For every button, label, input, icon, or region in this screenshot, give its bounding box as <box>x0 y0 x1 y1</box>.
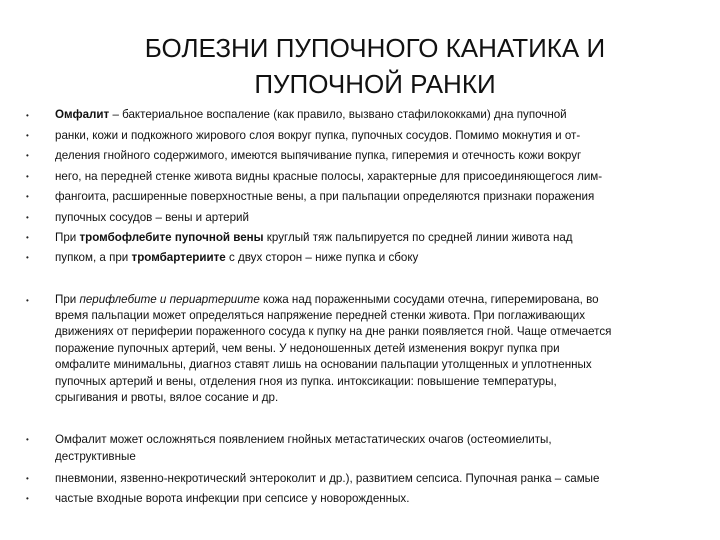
bullet: • <box>26 233 29 242</box>
bullet: • <box>26 296 29 305</box>
title-line-2: ПУПОЧНОЙ РАНКИ <box>254 69 496 99</box>
bullet: • <box>26 131 29 140</box>
paragraph-line: движениях от периферии пораженного сосуда к пупку на дне ранки появляется гной. Чаще отмечается <box>55 325 612 338</box>
paragraph-line: омфалите минимальны, диагноз ставят лишь на основании пальпации утолщенных и уплотненных <box>55 358 592 371</box>
paragraph-line: деструктивные <box>55 450 136 463</box>
paragraph-line: него, на передней стенке живота видны красные полосы, характерные для присоединяющегося лим- <box>55 170 603 183</box>
bullet: • <box>26 151 29 160</box>
bullet: • <box>26 213 29 222</box>
paragraph-line <box>55 293 599 307</box>
paragraph-line: фангоита, расширенные поверхностные вены, а при пальпации определяются признаки поражения <box>55 190 595 203</box>
term-thromboarteritis: тромбартериите <box>131 251 226 264</box>
bullet: • <box>26 253 29 262</box>
paragraph-line: срыгивания и рвоты, вялое сосание и др. <box>55 391 279 404</box>
paragraph-line: пупочных артерий и вены, отделения гноя из пупка. интоксикации: повышение температуры, <box>55 375 557 388</box>
paragraph-line <box>55 251 418 265</box>
paragraph-line <box>55 231 573 245</box>
bullet: • <box>26 435 29 444</box>
paragraph-line <box>55 108 567 122</box>
text-span: с двух сторон – ниже пупка и сбоку <box>225 251 419 264</box>
slide-title <box>90 30 660 102</box>
bullet: • <box>26 111 29 120</box>
paragraph-line: деления гнойного содержимого, имеются выпячивание пупка, гиперемия и отечность кожи вокруг <box>55 149 582 162</box>
paragraph-line: частые входные ворота инфекции при сепсисе у новорожденных. <box>55 492 410 505</box>
title-line-1: БОЛЕЗНИ ПУПОЧНОГО КАНАТИКА И <box>144 33 606 63</box>
paragraph-line: ранки, кожи и подкожного жирового слоя вокруг пупка, пупочных сосудов. Помимо мокнутия и от- <box>55 129 581 142</box>
text-span: пупком, а при <box>55 251 132 264</box>
text-span: круглый тяж пальпируется по средней линии живота над <box>263 231 573 244</box>
term-omphalitis: Омфалит <box>55 108 110 121</box>
text-span: кожа над пораженными сосудами отечна, гиперемирована, во <box>259 293 599 306</box>
text-span: При <box>55 231 80 244</box>
bullet: • <box>26 192 29 201</box>
paragraph-line: пневмонии, язвенно-некротический энтероколит и др.), развитием сепсиса. Пупочная ранка – самые <box>55 472 600 485</box>
text-span: При <box>55 293 80 306</box>
term-thrombophlebitis: тромбофлебите пупочной вены <box>79 231 264 244</box>
bullet: • <box>26 172 29 181</box>
bullet: • <box>26 474 29 483</box>
paragraph-line: время пальпации может определяться напряжение передней стенки живота. При поглаживающих <box>55 309 585 322</box>
paragraph-line: пупочных сосудов – вены и артерий <box>55 211 249 224</box>
paragraph-line: поражение пупочных артерий, чем вены. У недоношенных детей изменения вокруг пупка при <box>55 342 560 355</box>
text-span: – бактериальное воспаление (как правило, вызвано стафилококками) дна пупочной <box>109 108 567 121</box>
paragraph-line: Омфалит может осложняться появлением гнойных метастатических очагов (остеомиелиты, <box>55 433 552 446</box>
bullet: • <box>26 494 29 503</box>
term-periphlebitis: перифлебите и периартериите <box>79 293 260 306</box>
